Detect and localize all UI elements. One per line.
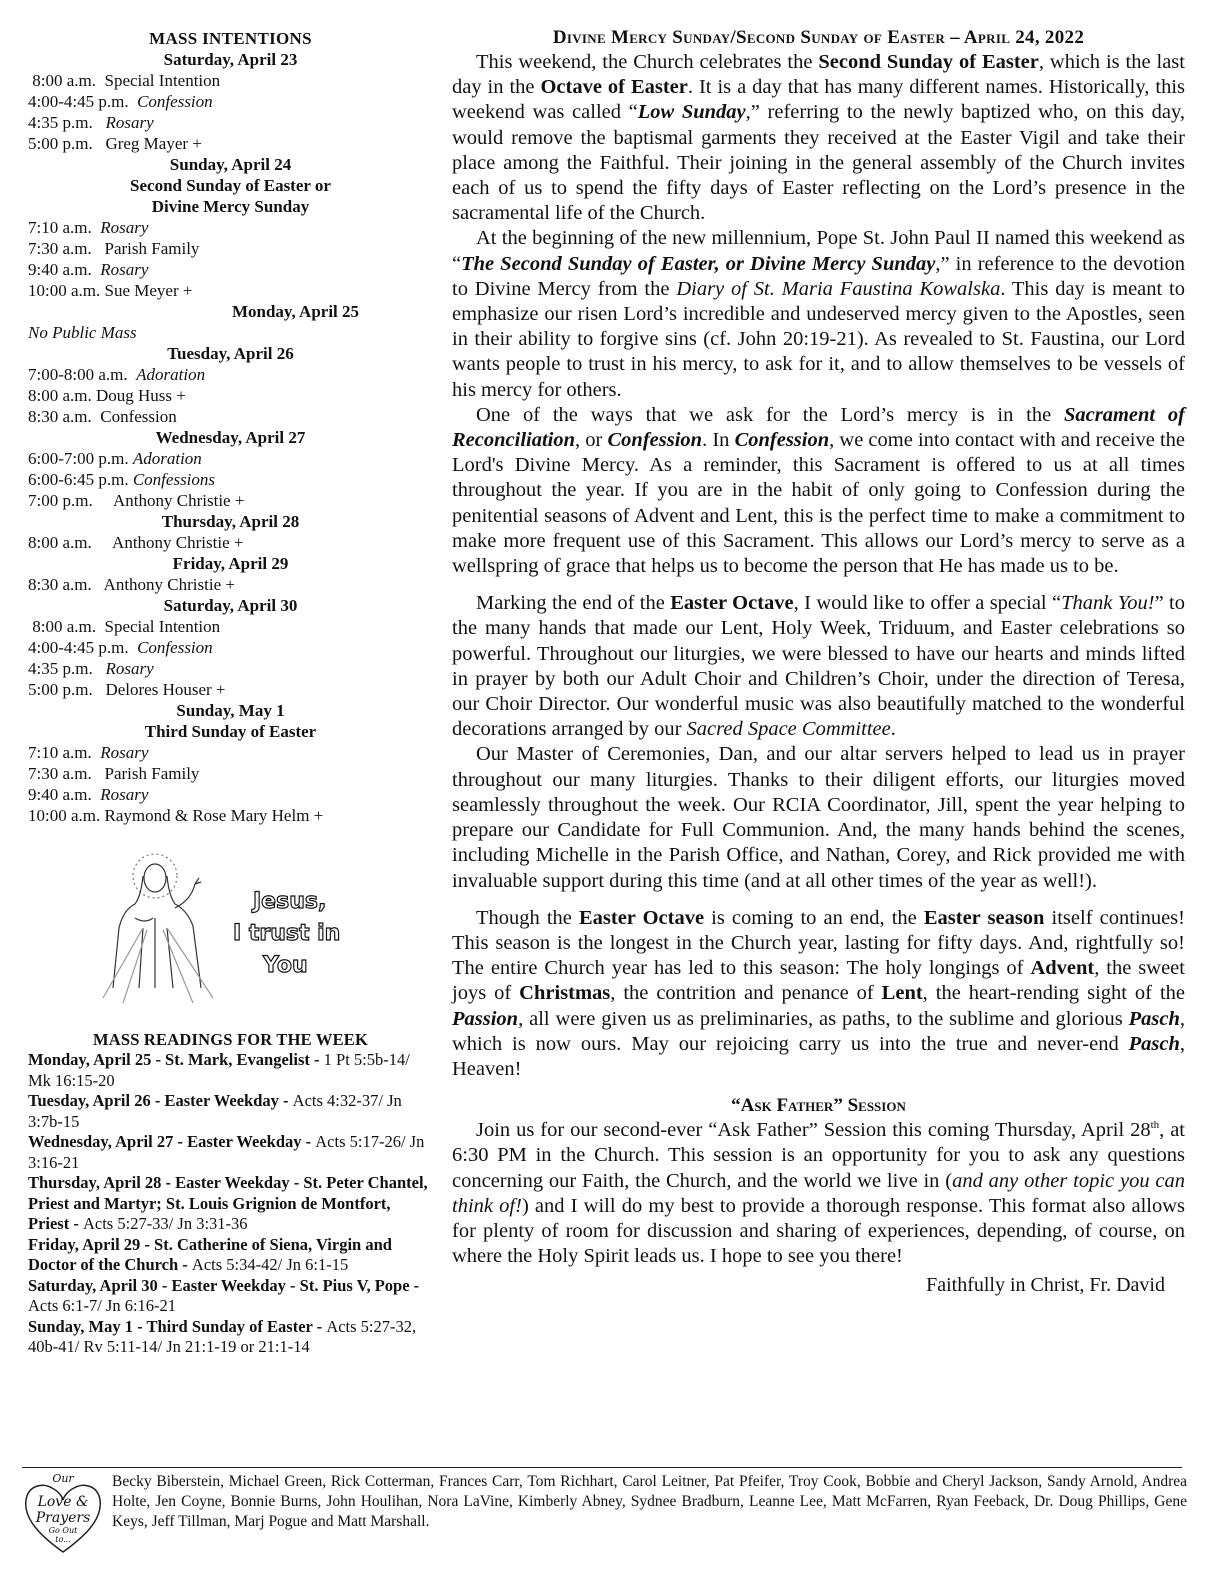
article-paragraph: Though the Easter Octave is coming to an end, the Easter season itself continues! This season is the longest in the Church year, lasting for fifty days. And, rightfully so! The entire Church year has led to this season: The holy longings of Advent, the sweet joys of Christmas, the contrition and penance of Lent, the heart-rending sight of the Passion, all were given us as preliminaries, as paths, to the sublime and glorious Pasch, which is now ours. May our rejoicing carry us into the true and never-end Pasch, Heaven! [452, 906, 1186, 1080]
reading-entry: Monday, April 25 - St. Mark, Evangelist - 1 Pt 5:5b-14/ Mk 16:15-20 [28, 1050, 410, 1090]
day-heading: Sunday, May 1 [176, 701, 285, 720]
intention-line: 7:10 a.m. Rosary [28, 218, 149, 237]
intention-line: 8:30 a.m. Anthony Christie + [28, 575, 235, 594]
intention-line: 4:35 p.m. Rosary [28, 659, 154, 678]
intention-line: 7:30 a.m. Parish Family [28, 239, 200, 258]
reading-entry: Saturday, April 30 - Easter Weekday - St. Pius V, Pope - Acts 6:1-7/ Jn 6:16-21 [28, 1275, 420, 1315]
article-paragraph: At the beginning of the new millennium, Pope St. John Paul II named this weekend as “The Second Sunday of Easter, or Divine Mercy Sunday,” in reference to the devotion to Divine Mercy from the Diary of St. Maria Faustina Kowalska. This day is meant to emphasize our risen Lord’s incredible and undeserved mercy given to the Apostles, seen in their ability to forgive sins (cf. John 20:19-21). As revealed to St. Faustina, our Lord wants people to trust in his mercy, to ask for it, and to allow themselves to be vessels of his mercy for others. [452, 227, 1185, 401]
article-paragraph: Join us for our second-ever “Ask Father” Session this coming Thursday, April 28th, at 6:30 PM in the Church. This session is an opportunity for you to ask any questions concerning our Faith, the Church, and the world we live in (and any other topic you can think of!) and I will do my best to provide a thorough response. This format also allows for plenty of room for discussion and sharing of experiences, depending, of course, on where the Holy Spirit leads us. I hope to see you there! [452, 1119, 1186, 1268]
image-caption: Jesus, [253, 889, 327, 914]
image-caption: I trust in [233, 921, 341, 946]
article-paragraph: Marking the end of the Easter Octave, I would like to offer a special “Thank You!” to the many hands that made our Lent, Holy Week, Triduum, and Easter celebrations so powerful. Throughout our liturgies, we were blessed to have our hearts and minds lifted in prayer by both our Adult Choir and Children’s Choir, under the direction of Teresa, our Choir Director. Our wonderful music was also beautifully matched to the wonderful decorations arranged by our Sacred Space Committee. [452, 592, 1185, 741]
intention-line: 4:35 p.m. Rosary [28, 113, 154, 132]
divine-mercy-illustration [83, 848, 383, 1008]
intention-line: 8:00 a.m. Doug Huss + [28, 386, 186, 405]
intention-line: 4:00-4:45 p.m. Confession [28, 638, 213, 657]
divine-mercy-image [83, 848, 383, 1008]
logo-text: Love & [37, 1494, 89, 1510]
intentions-list [28, 217, 433, 301]
mass-intentions-title: MASS INTENTIONS [149, 29, 312, 48]
intention-line: 7:10 a.m. Rosary [28, 743, 149, 762]
logo-text: to... [55, 1535, 71, 1544]
reading-entry: Sunday, May 1 - Third Sunday of Easter - Acts 5:27-32, 40b-41/ Rv 5:11-14/ Jn 21:1-19 or 21:1-14 [28, 1316, 417, 1356]
day-subheading: Divine Mercy Sunday [151, 197, 310, 216]
article-paragraph: Our Master of Ceremonies, Dan, and our altar servers helped to lead us in prayer throughout our many liturgies. Thanks to their diligent efforts, our liturgies moved seamlessly throughout the week. Our RCIA Coordinator, Jill, spent the year helping to prepare our Candidate for Full Communion. And, the many hands behind the scenes, including Michelle in the Parish Office, and Nathan, Corey, and Rick provided me with invaluable support during this time (and at all other times of the year as well!). [452, 743, 1185, 892]
logo-text: Our [52, 1472, 74, 1485]
footer-divider [22, 1467, 1182, 1468]
reading-entry: Thursday, April 28 - Easter Weekday - St. Peter Chantel, Priest and Martyr; St. Louis Grignion de Montfort, Priest - Acts 5:27-33/ Jn 3:31-36 [28, 1173, 428, 1233]
article-paragraph: One of the ways that we ask for the Lord’s mercy is in the Sacrament of Reconciliation, or Confession. In Confession, we come into contact with and receive the Lord's Divine Mercy. As a reminder, this Sacrament is offered to us at all times throughout the year. If you are in the habit of only going to Confession during the penitential seasons of Advent and Lent, this is the perfect time to make a commitment to make more frequent use of this Sacrament. This allows our Lord’s mercy to serve as a wellspring of grace that helps us to become the person that He has made us to be. [452, 403, 1186, 578]
intention-line: 9:40 a.m. Rosary [28, 785, 149, 804]
intention-line: 8:00 a.m. Special Intention [28, 617, 221, 636]
logo-text: Go Out [48, 1526, 78, 1535]
day-heading: Monday, April 25 [231, 302, 360, 321]
intentions-list [28, 574, 433, 595]
intentions-list [28, 742, 433, 826]
reading-entry: Wednesday, April 27 - Easter Weekday - Acts 5:17-26/ Jn 3:16-21 [28, 1132, 425, 1172]
signature: Faithfully in Christ, Fr. David [926, 1274, 1165, 1297]
day-subheading: Second Sunday of Easter or [130, 176, 331, 195]
day-subheading: Third Sunday of Easter [144, 722, 317, 741]
right-column [452, 26, 1185, 1298]
left-column [28, 28, 433, 1358]
day-heading: Saturday, April 30 [163, 596, 298, 615]
day-heading: Saturday, April 23 [163, 50, 298, 69]
article-title: Divine Mercy Sunday/Second Sunday of Easter – April 24, 2022 [552, 27, 1085, 48]
ask-father-title: “Ask Father” Session [731, 1095, 906, 1117]
logo-text: Prayers [35, 1510, 91, 1526]
intention-line: 10:00 a.m. Sue Meyer + [28, 281, 193, 300]
intention-line: 4:00-4:45 p.m. Confession [28, 92, 213, 111]
intention-line: 5:00 p.m. Greg Mayer + [28, 134, 202, 153]
intentions-list [28, 70, 433, 154]
reading-entry: Tuesday, April 26 - Easter Weekday - Acts 4:32-37/ Jn 3:7b-15 [28, 1091, 402, 1131]
heart-icon [22, 1470, 104, 1558]
day-heading: Wednesday, April 27 [155, 428, 306, 447]
intention-line: 7:00 p.m. Anthony Christie + [28, 491, 245, 510]
article-paragraph: This weekend, the Church celebrates the Second Sunday of Easter, which is the last day in the Octave of Easter. It is a day that has many different names. Historically, this weekend was called “Low Sunday,” referring to the newly baptized who, on this day, would remove the baptismal garments they received at the Easter Vigil and take their place among the Faithful. Their joining in the general assembly of the Church invites each of us to spend the fifty days of Easter reflecting on the Lord’s presence in the sacramental life of the Church. [452, 51, 1185, 225]
intention-line: 7:30 a.m. Parish Family [28, 764, 200, 783]
image-caption: You [263, 953, 308, 978]
intentions-list [28, 364, 433, 427]
intention-line: 6:00-7:00 p.m. Adoration [28, 449, 202, 468]
day-heading: Tuesday, April 26 [167, 344, 294, 363]
prayer-list: Becky Biberstein, Michael Green, Rick Cotterman, Frances Carr, Tom Richhart, Carol Leitner, Pat Pfeifer, Troy Cook, Bobbie and Cheryl Jackson, Sandy Arnold, Andrea Holte, Jen Coyne, Bonnie Burns, John Houlihan, Nora LaVine, Kimberly Abney, Sydnee Bradburn, Leanne Lee, Matt McFarren, Ryan Feeback, Dr. Doug Phillips, Gene Keys, Jeff Tillman, Marj Pogue and Matt Marshall. [112, 1473, 1187, 1530]
intention-line: 8:00 a.m. Anthony Christie + [28, 533, 244, 552]
readings-title: MASS READINGS FOR THE WEEK [92, 1030, 369, 1049]
intention-line: 6:00-6:45 p.m. Confessions [28, 470, 216, 489]
intentions-list [28, 448, 433, 511]
day-heading: Friday, April 29 [172, 554, 289, 573]
reading-entry: Friday, April 29 - St. Catherine of Siena, Virgin and Doctor of the Church - Acts 5:34-42/ Jn 6:1-15 [28, 1234, 392, 1274]
day-heading: Sunday, April 24 [169, 155, 292, 174]
intention-line: 10:00 a.m. Raymond & Rose Mary Helm + [28, 806, 324, 825]
intention-line: 9:40 a.m. Rosary [28, 260, 149, 279]
day-heading: Thursday, April 28 [161, 512, 300, 531]
prayers-logo [22, 1470, 104, 1558]
intention-line: 8:30 a.m. Confession [28, 407, 177, 426]
intention-line: 8:00 a.m. Special Intention [28, 71, 221, 90]
intentions-list [28, 532, 433, 553]
intentions-list [28, 616, 433, 700]
intention-line: No Public Mass [28, 323, 137, 342]
intention-line: 5:00 p.m. Delores Houser + [28, 680, 226, 699]
intention-line: 7:00-8:00 a.m. Adoration [28, 365, 206, 384]
